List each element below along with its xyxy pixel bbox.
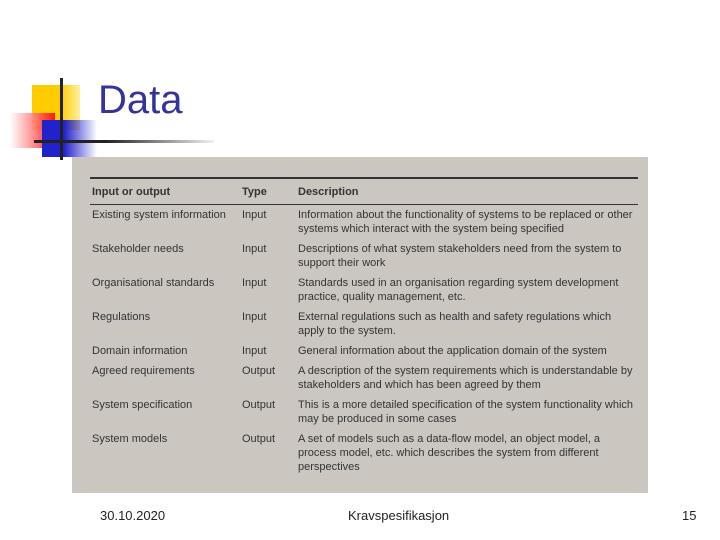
row-description: A set of models such as a data-flow model, an object model, a process model, etc. which describes the system from different perspectives — [298, 433, 601, 473]
row-name: System models — [92, 433, 168, 445]
requirements-table-image — [72, 157, 648, 493]
table-row — [90, 429, 638, 477]
table-row — [90, 239, 638, 273]
page-number: 15 — [682, 508, 697, 523]
row-description: Information about the functionality of systems to be replaced or other systems which interact with the system being specified — [298, 209, 633, 235]
table-row — [90, 273, 638, 307]
row-description: External regulations such as health and safety regulations which apply to the system. — [298, 311, 612, 337]
row-description: A description of the system requirements which is understandable by stakeholders and which has been agreed by them — [298, 365, 633, 391]
header-description: Description — [296, 178, 638, 205]
table-row — [90, 341, 638, 361]
table-row — [90, 395, 638, 429]
title-underline — [34, 140, 214, 143]
logo-vertical-line — [60, 78, 63, 160]
row-name: Stakeholder needs — [92, 243, 184, 255]
header-type: Type — [240, 178, 296, 205]
footer-title: Kravspesifikasjon — [348, 508, 450, 523]
row-description: Standards used in an organisation regarding system development practice, quality management, etc. — [298, 277, 619, 303]
header-input-output: Input or output — [90, 178, 240, 205]
row-type: Input — [242, 311, 267, 323]
footer-date: 30.10.2020 — [100, 508, 166, 523]
row-name: Agreed requirements — [92, 365, 195, 377]
row-name: Regulations — [92, 311, 151, 323]
row-type: Output — [242, 399, 276, 411]
table-header-row — [90, 178, 638, 205]
row-type: Input — [242, 277, 267, 289]
row-type: Input — [242, 243, 267, 255]
row-description: Descriptions of what system stakeholders need from the system to support their work — [298, 243, 622, 269]
table-row — [90, 307, 638, 341]
table-row — [90, 205, 638, 240]
row-name: System specification — [92, 399, 193, 411]
table-row — [90, 361, 638, 395]
row-type: Input — [242, 209, 267, 221]
row-type: Output — [242, 433, 276, 445]
row-type: Input — [242, 345, 267, 357]
row-description: This is a more detailed specification of the system functionality which may be produced in some cases — [298, 399, 634, 425]
row-name: Domain information — [92, 345, 188, 357]
row-description: General information about the application domain of the system — [298, 345, 607, 357]
requirements-table — [90, 177, 638, 477]
logo-blue-square — [42, 120, 97, 157]
row-name: Existing system information — [92, 209, 226, 221]
row-type: Output — [242, 365, 276, 377]
slide-title: Data — [98, 78, 183, 122]
row-name: Organisational standards — [92, 277, 215, 289]
